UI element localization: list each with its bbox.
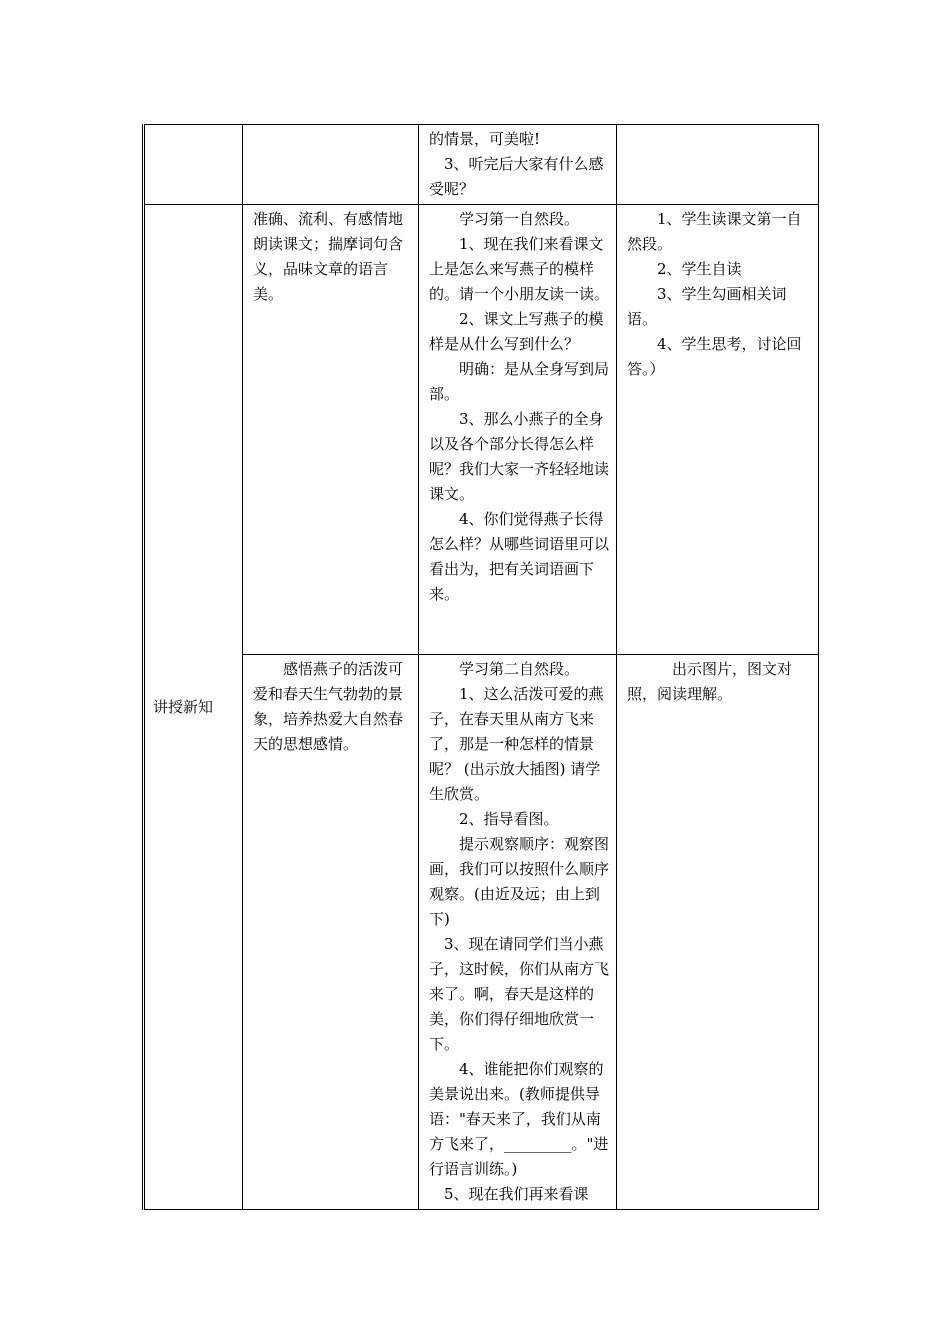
activity-line: 明确：是从全身写到局部。 [429, 360, 610, 403]
activity-line: 3、现在请同学们当小燕子，这时候，你们从南方飞来了。啊，春天是这样的美，你们得仔细地欣赏一下。 [429, 935, 610, 1053]
student-activity-cell [617, 205, 819, 655]
teacher-activity-cell [419, 205, 617, 655]
student-activity-cell [617, 655, 819, 1210]
lesson-plan-table [142, 124, 819, 1210]
student-line: 4、学生思考，讨论回答。） [627, 335, 802, 378]
objective-cell-empty [243, 125, 419, 205]
objective-text: 感悟燕子的活泼可爱和春天生气勃勃的景象，培养热爱大自然春天的思想感情。 [253, 660, 404, 753]
activity-line: 2、课文上写燕子的模样是从什么写到什么？ [429, 310, 604, 353]
student-line: 3、学生勾画相关词语。 [627, 285, 787, 328]
activity-line: 1、现在我们来看课文上是怎么来写燕子的模样的。请一个小朋友读一读。 [429, 235, 610, 303]
activity-line: 1、这么活泼可爱的燕子，在春天里从南方飞来了，那是一种怎样的情景呢？ (出示放大插图) 请学生欣赏。 [429, 685, 604, 803]
table-row-intro-end [144, 125, 819, 205]
teacher-activity-cell [419, 125, 617, 205]
stage-label: 讲授新知 [153, 697, 214, 716]
objective-cell [243, 205, 419, 655]
table-row-paragraph-two [144, 655, 819, 1210]
stage-cell [144, 205, 243, 1210]
activity-line: 4、你们觉得燕子长得怎么样？从哪些词语里可以看出为，把有关词语画下来。 [429, 510, 610, 603]
teacher-activity-cell [419, 655, 617, 1210]
student-activity-cell-empty [617, 125, 819, 205]
activity-line: 的情景，可美啦! [429, 130, 541, 148]
stage-cell-empty [144, 125, 243, 205]
activity-line: 2、指导看图。 [459, 810, 559, 828]
activity-line: 提示观察顺序：观察图画，我们可以按照什么顺序观察。(由近及远；由上到下) [429, 835, 610, 928]
objective-cell [243, 655, 419, 1210]
table-row-paragraph-one [144, 205, 819, 655]
activity-line: 5、现在我们再来看课 [444, 1185, 589, 1203]
objective-text: 准确、流利、有感情地朗读课文；揣摩词句含义，品味文章的语言美。 [253, 210, 404, 303]
activity-heading: 学习第一自然段。 [459, 210, 580, 228]
activity-line: 4、谁能把你们观察的美景说出来。(教师提供导语："春天来了，我们从南方飞来了，_________。"进行语言训练。) [429, 1060, 609, 1178]
activity-line: 3、那么小燕子的全身以及各个部分长得怎么样呢？我们大家一齐轻轻地读课文。 [429, 410, 610, 503]
activity-line: 3、听完后大家有什么感受呢？ [429, 155, 604, 198]
student-line: 1、学生读课文第一自然段。 [627, 210, 802, 253]
activity-heading: 学习第二自然段。 [459, 660, 580, 678]
student-line: 出示图片，图文对照，阅读理解。 [627, 660, 793, 703]
student-line: 2、学生自读 [657, 260, 742, 278]
